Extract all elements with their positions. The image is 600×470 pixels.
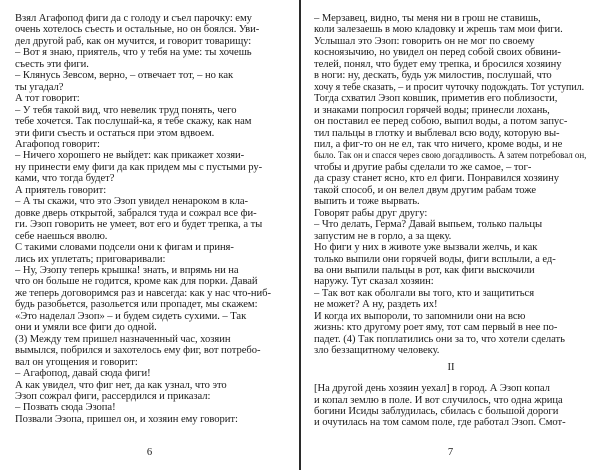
left-page-number: 6 <box>146 447 153 458</box>
text-line: и копал землю в поле. И вот случилось, что одна жрица <box>314 394 563 406</box>
text-line: чтобы и другие рабы сделали то же самое, – тог- <box>314 161 532 173</box>
text-line: съесть эти фиги. <box>15 58 89 70</box>
text-line: [На другой день хозяин уехал] в город. А Эзоп копал <box>314 383 550 395</box>
text-line: – Агафопод, давай сюда фиги! <box>15 368 151 380</box>
left-page <box>0 0 299 470</box>
text-line: – Мерзавец, видно, ты меня ни в грош не ставишь, <box>314 13 541 24</box>
text-line: только выпили они горячей воды, фиги всплыли, а ед- <box>314 253 556 265</box>
text-line: вымылся, побрился и захотелось ему фиг, вот потребо- <box>15 345 261 357</box>
text-line: богини Исиды заблудилась, сбилась с большой дороги <box>314 405 559 417</box>
right-page <box>301 0 600 470</box>
text-line: ги. Эзоп говорить не умеет, вот его и будет трепка, а ты <box>15 219 263 231</box>
text-line: ты угадал? <box>15 81 64 93</box>
text-line: – Ничего хорошего не выйдет: как прикажет хозяи- <box>15 150 245 162</box>
text-line: дел другой раб, как он мучится, и говорит товарищу: <box>15 35 252 47</box>
text-line: косноязычию, но увидел он перед собой своих обвини- <box>314 47 561 59</box>
text-line: падет. (4) Так поплатились они за то, что хотели сделать <box>314 333 565 345</box>
section-heading: II <box>447 361 455 373</box>
text-line: Услышал это Эзоп: говорить он не мог по своему <box>314 35 535 47</box>
text-line: – Что делать, Герма? Давай выпьем, только пальцы <box>314 219 543 231</box>
text-line: он поставил ее перед собою, выпил воды, а потом запус- <box>314 116 568 128</box>
text-line: было. Так он и спасся через свою догадливость. А затем потребовал он, <box>314 150 587 161</box>
text-line: ками, что тогда будет? <box>15 173 115 185</box>
text-line: Агафопод говорит: <box>15 138 100 150</box>
right-page-text-bottom <box>314 383 588 429</box>
text-line: и очутилась на том самом поле, где работал Эзоп. Смот- <box>314 417 566 429</box>
text-line: себе наешься вволю. <box>15 230 108 242</box>
text-line: не может? А ну, раздеть их! <box>314 299 438 311</box>
text-line: Позвали Эзопа, пришел он, и хозяин ему говорит: <box>15 413 238 425</box>
text-line: ну принести ему фиги да как придем мы с пустыми ру- <box>15 161 263 173</box>
text-line: они и умяли все фиги до одной. <box>15 322 157 334</box>
text-line: очень хотелось съесть и остальные, но он боялся. Уви- <box>15 24 260 36</box>
text-line: – Позвать сюда Эзопа! <box>15 402 116 414</box>
text-line: – Так вот как оболгали вы того, кто и защититься <box>314 287 535 299</box>
text-line: ва они выпили пальцы в рот, как фиги выскочили <box>314 264 535 276</box>
text-line: А приятель говорит: <box>15 184 107 196</box>
text-line: (3) Между тем пришел назначенный час, хозяин <box>15 333 231 345</box>
text-line: будь разобьется, разольется или пропадет, мы скажем: <box>15 299 258 311</box>
text-line: А как увидел, что фиг нет, да как узнал, что это <box>15 379 227 391</box>
text-line: коли залезаешь в мою кладовку и жрешь там мои фиги. <box>314 24 563 36</box>
text-line: Тогда схватил Эзоп ковшик, приметив его поблизости, <box>314 93 558 105</box>
text-line: зло беззащитному человеку. <box>314 345 440 357</box>
text-line: Говорят рабы друг другу: <box>314 207 428 219</box>
text-line: эти фиги съесть и остаться при этом вдвоем. <box>15 127 215 139</box>
text-line: да сразу станет ясно, кто ел фиги. Понравился хозяину <box>314 173 559 185</box>
text-line: пил, а фиг-то он не ел, так что ничего, кроме воды, и не <box>314 138 563 150</box>
text-line: Но фиги у них в животе уже вызвали желчь, и как <box>314 242 538 254</box>
text-line: Эзоп сожрал фиги, рассердился и приказал: <box>15 390 211 402</box>
text-line: – У тебя такой вид, что невелик труд понять, чего <box>15 104 237 116</box>
text-line: лись их уплетать; приговаривали: <box>15 253 166 265</box>
text-line: «Это наделал Эзоп» – и будем сидеть сухими. – Так <box>15 310 247 322</box>
text-line: выпить и тоже вырвать. <box>314 196 420 208</box>
text-line: И когда их выпороли, то запомнили они на всю <box>314 310 526 322</box>
text-line: наружу. Тут сказал хозяин: <box>314 276 434 288</box>
right-page-number: 7 <box>447 447 454 458</box>
text-line: тил пальцы в глотку и выблевал всю воду, которую вы- <box>314 127 560 139</box>
text-line: – Вот я знаю, приятель, что у тебя на уме: ты хочешь <box>15 47 252 59</box>
text-line: запустим не в горло, а за щеку. <box>314 230 452 242</box>
text-line: телей, понял, что будет ему трепка, и бросился хозяину <box>314 58 562 70</box>
text-line: – А ты скажи, что это Эзоп увидел ненароком в кла- <box>15 196 248 208</box>
text-line: такой способ, и он велел двум другим рабам тоже <box>314 184 537 196</box>
text-line: вал он угощения и говорит: <box>15 356 138 368</box>
text-line: тебе хочется. Так послушай-ка, я тебе скажу, как нам <box>15 116 252 128</box>
text-line: же теперь договоримся раз и навсегда: как у нас что-ниб- <box>15 287 271 299</box>
text-line: довке дверь открытой, забрался туда и сожрал все фи- <box>15 207 257 219</box>
text-line: А тот говорит: <box>15 93 80 105</box>
text-line: в ноги: ну, дескать, будь уж милостив, послушай, что <box>314 70 552 82</box>
right-page-text-top <box>314 13 588 357</box>
text-line: что он больше не годится, кроме как для порки. Давай <box>15 276 258 288</box>
left-page-text <box>15 13 291 425</box>
text-line: жизнь: кто другому роет яму, тот сам первый в нее по- <box>314 322 558 334</box>
text-line: и знаками попросил горячей воды; принесли лохань, <box>314 104 550 116</box>
text-line: – Ну, Эзопу теперь крышка! знать, и впрямь ни на <box>15 264 239 276</box>
text-line: – Клянусь Зевсом, верно, – отвечает тот, – но как <box>15 70 234 82</box>
text-line: хочу я тебе сказать, – и просит чуточку подождать. Тот уступил. <box>314 81 585 93</box>
text-line: Взял Агафопод фиги да с голоду и съел парочку: ему <box>15 13 252 24</box>
text-line: С такими словами подсели они к фигам и приня- <box>15 242 234 254</box>
